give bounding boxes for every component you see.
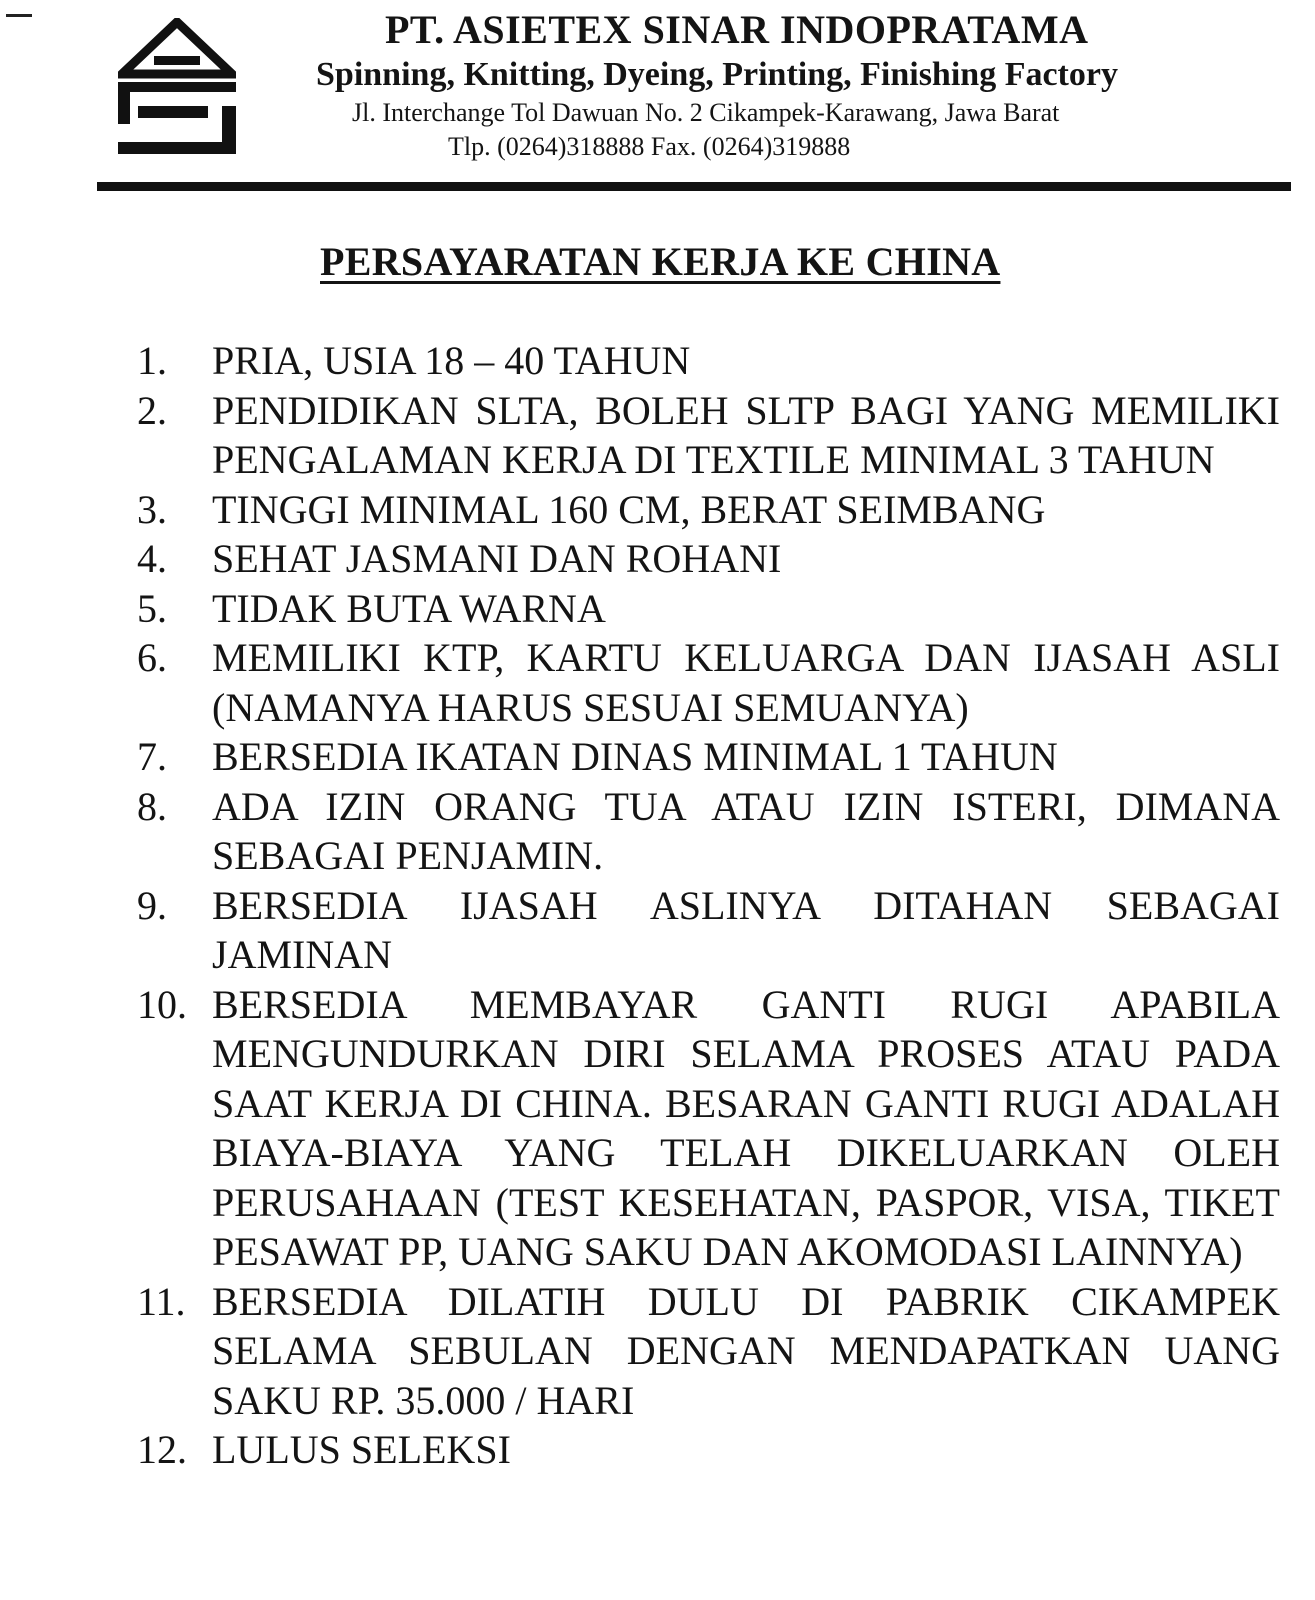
- list-item-number: 12.: [137, 1427, 187, 1472]
- company-address: Jl. Interchange Tol Dawuan No. 2 Cikampek-Karawang, Jawa Barat: [352, 98, 1060, 127]
- company-tagline: Spinning, Knitting, Dyeing, Printing, Finishing Factory: [316, 56, 1118, 93]
- company-name: PT. ASIETEX SINAR INDOPRATAMA: [385, 7, 1089, 52]
- list-item-number: 6.: [137, 635, 167, 680]
- list-item-number: 5.: [137, 585, 167, 631]
- list-item-text: MEMILIKI KTP, KARTU KELUARGA DAN IJASAH ASLI (NAMANYA HARUS SESUAI SEMUANYA): [212, 635, 1280, 730]
- list-item-text: BERSEDIA DILATIH DULU DI PABRIK CIKAMPEK SELAMA SEBULAN DENGAN MENDAPATKAN UANG SAKU RP. 35.000 / HARI: [212, 1278, 1280, 1423]
- requirements-list: [0, 336, 1315, 1475]
- list-item: [0, 485, 1315, 535]
- list-item: [0, 633, 1315, 732]
- list-item: [0, 1277, 1315, 1426]
- list-item-text: LULUS SELEKSI: [212, 1427, 511, 1472]
- list-item-number: 2.: [137, 387, 167, 433]
- list-item: [0, 782, 1315, 881]
- list-item-text: PRIA, USIA 18 – 40 TAHUN: [212, 338, 691, 383]
- scan-mark: [6, 14, 32, 17]
- list-item-number: 7.: [137, 734, 167, 779]
- list-item-text: TINGGI MINIMAL 160 CM, BERAT SEIMBANG: [212, 486, 1046, 532]
- list-item: [0, 980, 1315, 1277]
- list-item-number: 9.: [137, 882, 167, 928]
- list-item: [0, 881, 1315, 980]
- list-item-number: 10.: [137, 981, 187, 1027]
- list-item-number: 11.: [137, 1278, 186, 1324]
- list-item-number: 3.: [137, 486, 167, 532]
- list-item-text: ADA IZIN ORANG TUA ATAU IZIN ISTERI, DIMANA SEBAGAI PENJAMIN.: [212, 783, 1280, 878]
- document-title: PERSAYARATAN KERJA KE CHINA: [320, 239, 1001, 284]
- list-item-number: 8.: [137, 783, 167, 829]
- list-item: [0, 732, 1315, 782]
- list-item-text: TIDAK BUTA WARNA: [212, 585, 606, 631]
- list-item-text: PENDIDIKAN SLTA, BOLEH SLTP BAGI YANG MEMILIKI PENGALAMAN KERJA DI TEXTILE MINIMAL 3 TAHUN: [212, 387, 1280, 482]
- list-item: [0, 584, 1315, 634]
- list-item: [0, 534, 1315, 584]
- list-item-number: 1.: [137, 338, 167, 383]
- list-item-text: SEHAT JASMANI DAN ROHANI: [212, 536, 782, 581]
- list-item: [0, 336, 1315, 386]
- list-item: [0, 1425, 1315, 1475]
- header-divider: [97, 182, 1291, 191]
- list-item-number: 4.: [137, 536, 167, 581]
- list-item-text: BERSEDIA IKATAN DINAS MINIMAL 1 TAHUN: [212, 734, 1058, 779]
- list-item: [0, 386, 1315, 485]
- company-phone: Tlp. (0264)318888 Fax. (0264)319888: [448, 132, 851, 161]
- company-logo-icon: [118, 18, 236, 164]
- list-item-text: BERSEDIA IJASAH ASLINYA DITAHAN SEBAGAI JAMINAN: [212, 882, 1280, 977]
- list-item-text: BERSEDIA MEMBAYAR GANTI RUGI APABILA MENGUNDURKAN DIRI SELAMA PROSES ATAU PADA SAAT KERJA DI CHINA. BESARAN GANTI RUGI ADALAH BIAYA-BIAYA YANG TELAH DIKELUARKAN OLEH PERUSAHAAN (TEST KESEHATAN, PASPOR, VISA, TIKET PESAWAT PP, UANG SAKU DAN AKOMODASI LAINNYA): [212, 981, 1280, 1274]
